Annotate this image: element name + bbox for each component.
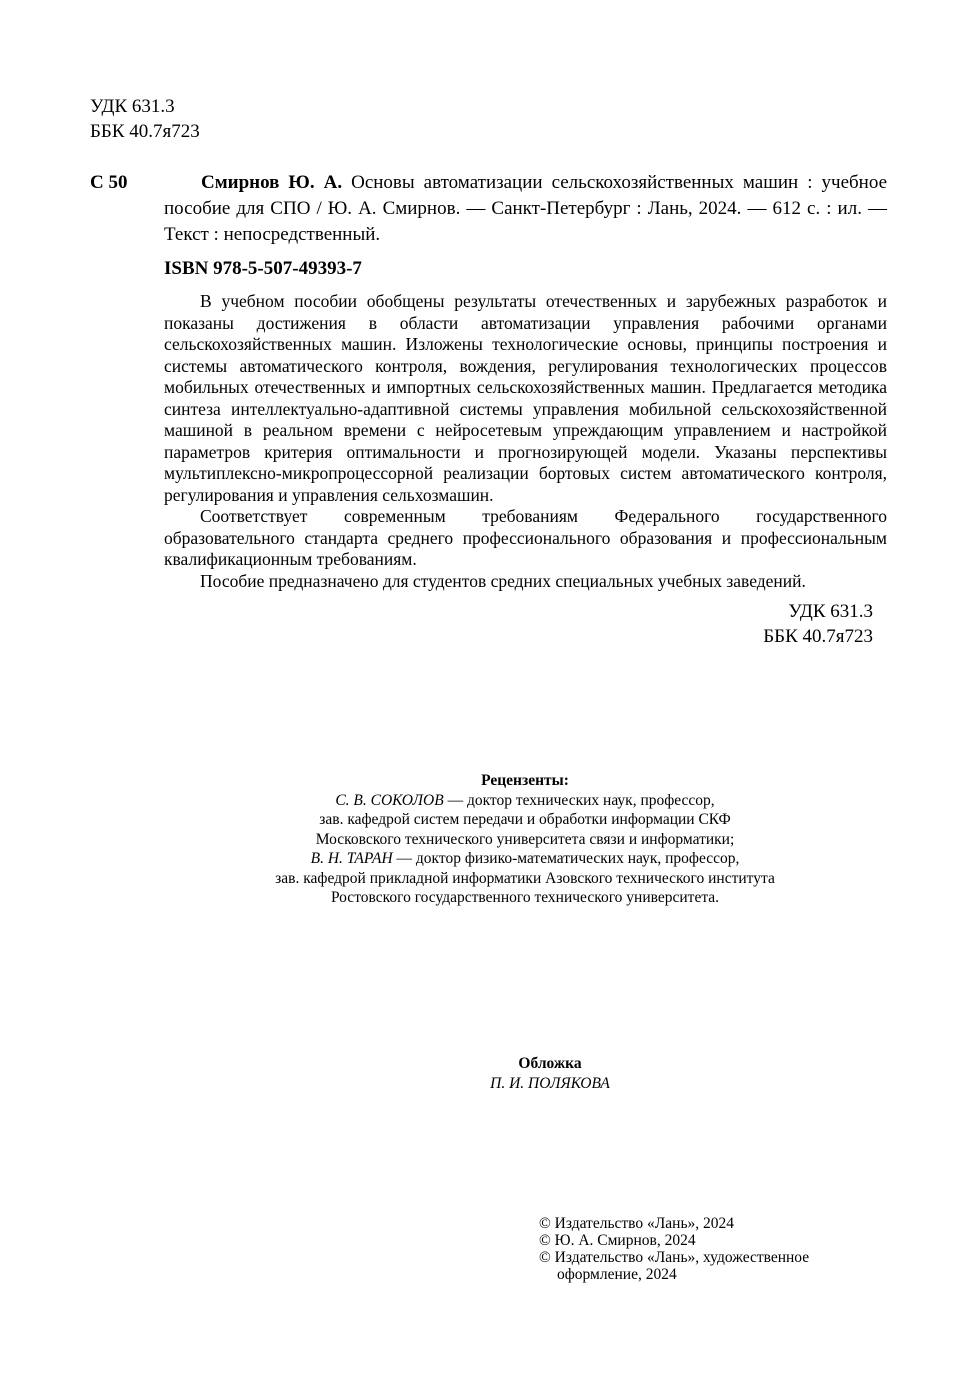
isbn: ISBN 978-5-507-49393-7 <box>164 258 362 279</box>
bottom-udk: УДК 631.3 <box>788 601 873 622</box>
copyright-line-1: © Издательство «Лань», 2024 <box>539 1215 735 1232</box>
record-description: Основы автоматизации сельскохозяйственных машин : учебное пособие для СПО / Ю. А. Смирнов. — Санкт-Петербург : Лань, 2024. — 612 с. : ил. — Текст : непосредственный. <box>164 172 887 245</box>
reviewer-1-institution: Московского технического университета связи и информатики; <box>315 830 735 848</box>
reviewer-2-position: зав. кафедрой прикладной информатики Азовского технического института <box>275 869 775 887</box>
reviewer-2-title: — доктор физико-математических наук, профессор, <box>392 850 740 867</box>
annotation-paragraph-2: Соответствует современным требованиям Федерального государственного образовательного стандарта среднего профессионального образования и профессиональным квалификационным требованиям. <box>164 506 887 569</box>
reviewer-2-name: В. Н. ТАРАН <box>310 850 393 867</box>
top-bbk: ББК 40.7я723 <box>90 121 200 142</box>
bottom-classification <box>640 599 873 649</box>
reviewer-2 <box>150 849 900 869</box>
copyright-block <box>539 1215 869 1283</box>
cover-credit <box>300 1054 800 1093</box>
reviewer-1 <box>150 791 900 811</box>
reviewer-1-name: С. В. СОКОЛОВ <box>335 791 444 809</box>
copyright-line-3: © Издательство «Лань», художественное <box>539 1249 810 1266</box>
reviewers-block <box>150 771 900 908</box>
annotation-paragraph-3: Пособие предназначено для студентов средних специальных учебных заведений. <box>200 570 806 591</box>
record-author: Смирнов Ю. А. <box>201 172 343 193</box>
annotation <box>164 291 887 592</box>
top-udk: УДК 631.3 <box>90 96 175 117</box>
author-cipher: С 50 <box>90 172 128 193</box>
bibliographic-record <box>164 170 887 248</box>
top-classification <box>90 94 200 144</box>
reviewer-1-title: — доктор технических наук, профессор, <box>443 791 715 809</box>
copyright-line-2: © Ю. А. Смирнов, 2024 <box>539 1232 696 1249</box>
cover-designer: П. И. ПОЛЯКОВА <box>490 1074 610 1092</box>
annotation-paragraph-1: В учебном пособии обобщены результаты отечественных и зарубежных разработок и показаны достижения в области автоматизации управления рабочими органами сельскохозяйственных машин. Изложены технологические основы, принципы построения и системы автоматического контроля, вождения, регулирования технологических процессов мобильных отечественных и импортных сельскохозяйственных машин. Предлагается методика синтеза интеллектуально-адаптивной системы управления мобильной сельскохозяйственной машиной в реальном времени с нейросетевым упреждающим управлением и настройкой параметров критерия оптимальности и прогнозирующей модели. Указаны перспективы мультиплексно-микропроцессорной реализации бортовых систем автоматического контроля, регулирования и управления сельхозмашин. <box>164 291 887 505</box>
copyright-line-4: оформление, 2024 <box>557 1266 677 1283</box>
reviewers-heading: Рецензенты: <box>481 772 569 789</box>
reviewer-1-position: зав. кафедрой систем передачи и обработки информации СКФ <box>319 811 731 828</box>
reviewer-2-institution: Ростовского государственного технического университета. <box>330 889 720 906</box>
cover-heading: Обложка <box>518 1055 582 1072</box>
bottom-bbk: ББК 40.7я723 <box>763 626 873 647</box>
